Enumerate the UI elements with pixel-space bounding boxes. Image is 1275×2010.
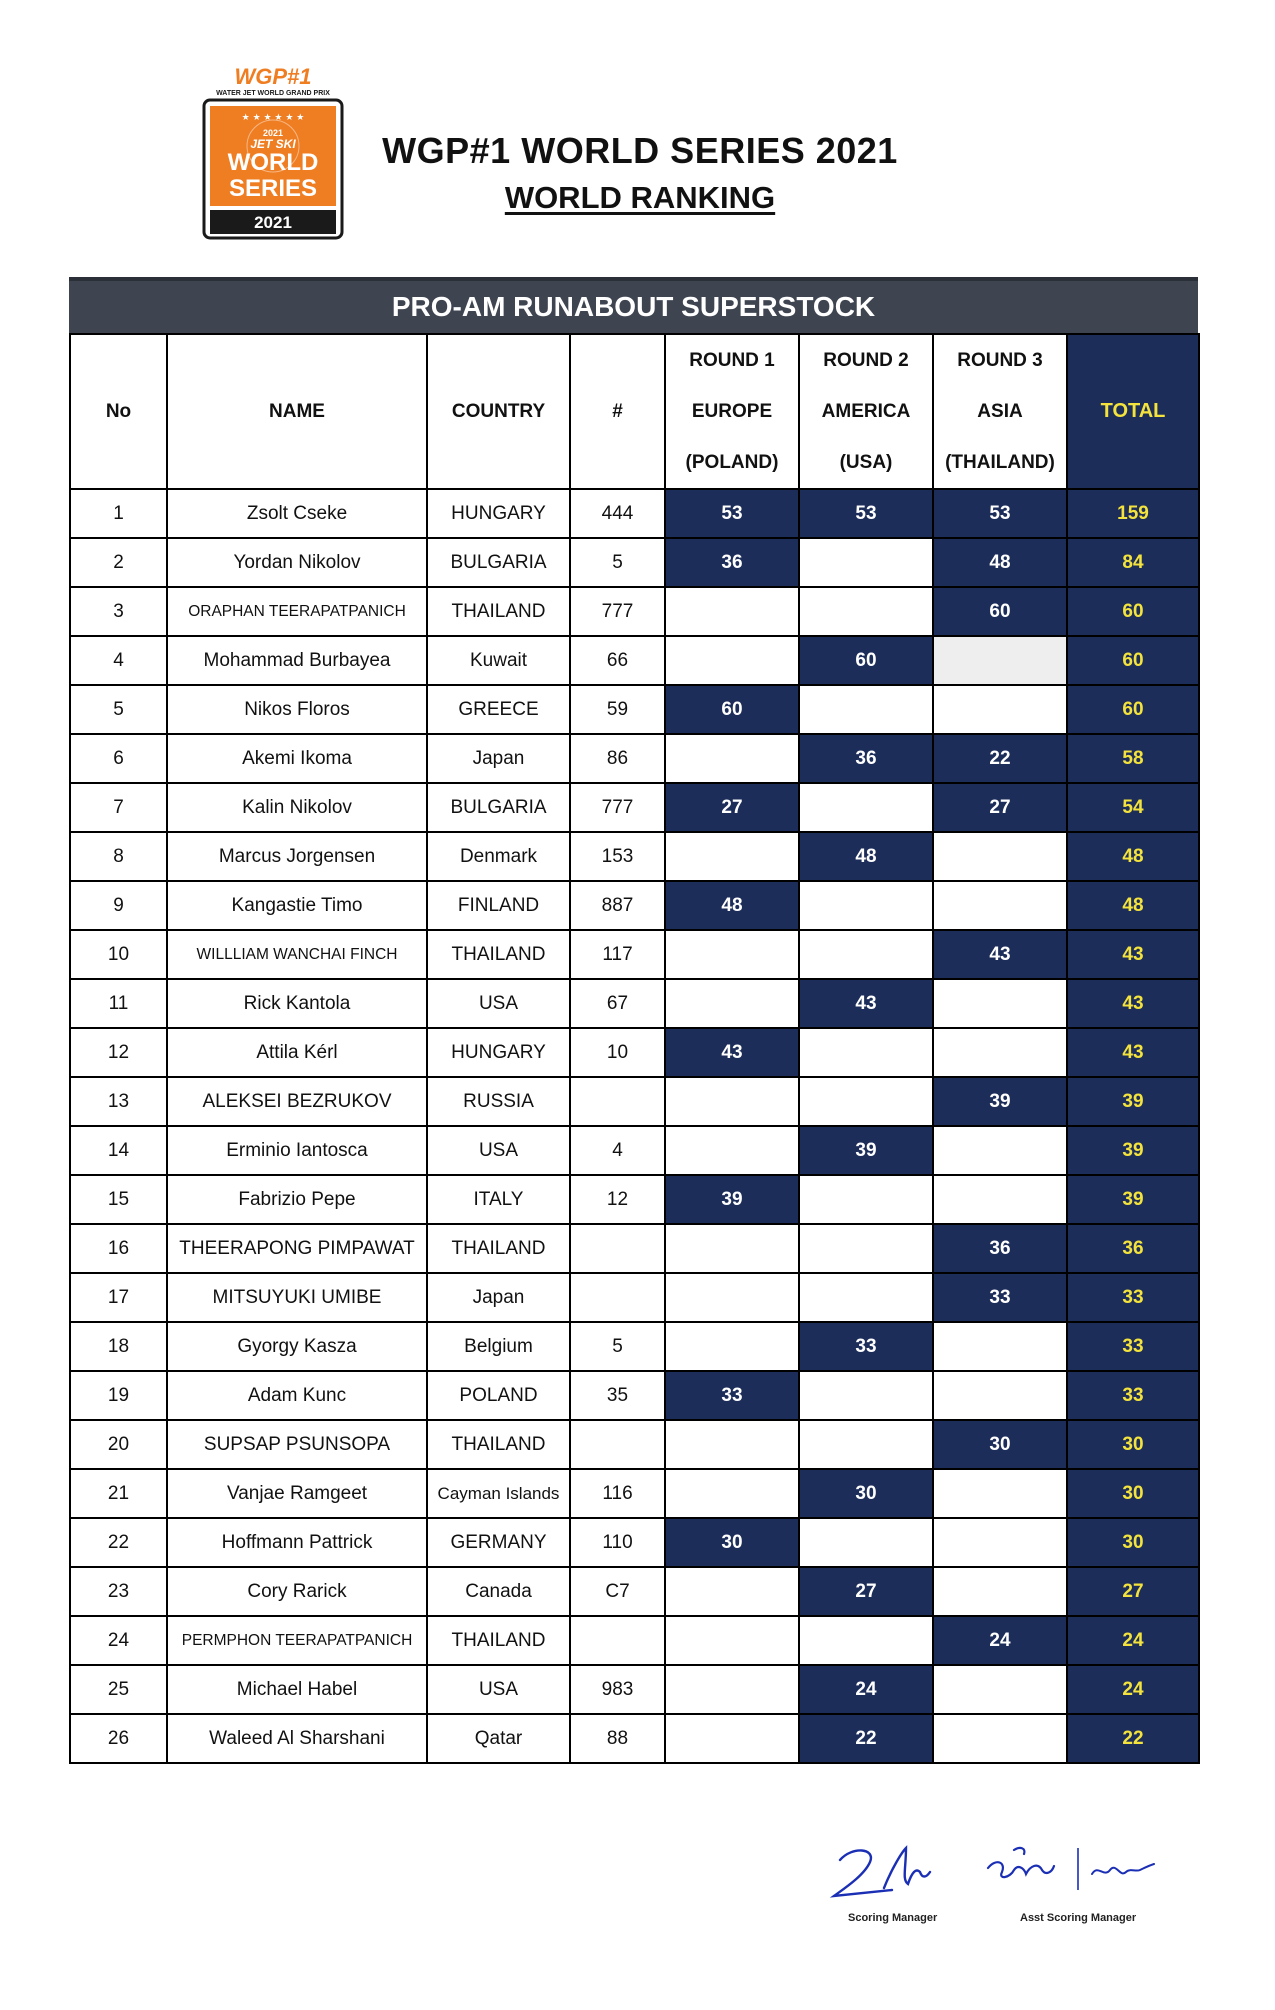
cell-number: 10 <box>570 1028 665 1077</box>
cell-number: 887 <box>570 881 665 930</box>
cell-country: Kuwait <box>427 636 570 685</box>
cell-no: 13 <box>70 1077 167 1126</box>
cell-round2 <box>799 1028 933 1077</box>
cell-name: Zsolt Cseke <box>167 489 427 538</box>
cell-no: 5 <box>70 685 167 734</box>
cell-round3: 27 <box>933 783 1067 832</box>
cell-round2: 60 <box>799 636 933 685</box>
cell-number: 777 <box>570 783 665 832</box>
round1-venue: (POLAND) <box>685 452 779 473</box>
cell-total: 54 <box>1067 783 1199 832</box>
cell-no: 25 <box>70 1665 167 1714</box>
ranking-grid <box>69 333 1200 1764</box>
svg-text:★ ★ ★ ★ ★ ★: ★ ★ ★ ★ ★ ★ <box>241 113 305 123</box>
cell-round1: 36 <box>665 538 799 587</box>
cell-round1 <box>665 1567 799 1616</box>
cell-round2 <box>799 881 933 930</box>
cell-round2 <box>799 1616 933 1665</box>
table-row <box>70 1518 1199 1567</box>
cell-round3 <box>933 1371 1067 1420</box>
cell-total: 27 <box>1067 1567 1199 1616</box>
col-header-country: COUNTRY <box>427 334 570 489</box>
cell-no: 20 <box>70 1420 167 1469</box>
cell-no: 26 <box>70 1714 167 1763</box>
cell-round1: 48 <box>665 881 799 930</box>
cell-total: 30 <box>1067 1469 1199 1518</box>
cell-number: 777 <box>570 587 665 636</box>
cell-round1: 27 <box>665 783 799 832</box>
logo-line1: 2021 <box>262 128 284 138</box>
cell-round3 <box>933 1665 1067 1714</box>
cell-country: USA <box>427 1126 570 1175</box>
col-header-name: NAME <box>167 334 427 489</box>
cell-name: PERMPHON TEERAPATPANICH <box>167 1616 427 1665</box>
cell-round3 <box>933 1175 1067 1224</box>
round3-venue: (THAILAND) <box>945 452 1055 473</box>
class-title: PRO-AM RUNABOUT SUPERSTOCK <box>69 277 1198 333</box>
cell-number: 444 <box>570 489 665 538</box>
cell-country: USA <box>427 1665 570 1714</box>
cell-no: 1 <box>70 489 167 538</box>
cell-no: 8 <box>70 832 167 881</box>
cell-round1: 53 <box>665 489 799 538</box>
cell-round1 <box>665 1126 799 1175</box>
cell-round1 <box>665 832 799 881</box>
round3-region: ASIA <box>977 401 1023 422</box>
cell-name: Kangastie Timo <box>167 881 427 930</box>
cell-round2: 27 <box>799 1567 933 1616</box>
cell-name: Erminio Iantosca <box>167 1126 427 1175</box>
cell-name: Mohammad Burbayea <box>167 636 427 685</box>
cell-country: GREECE <box>427 685 570 734</box>
cell-country: GERMANY <box>427 1518 570 1567</box>
cell-round2: 22 <box>799 1714 933 1763</box>
table-row <box>70 1028 1199 1077</box>
cell-total: 43 <box>1067 930 1199 979</box>
cell-number: 35 <box>570 1371 665 1420</box>
asst-scoring-manager-signature <box>980 1828 1180 1908</box>
table-row <box>70 1714 1199 1763</box>
logo-line2: JET SKI <box>250 137 296 151</box>
cell-total: 33 <box>1067 1371 1199 1420</box>
table-row <box>70 930 1199 979</box>
cell-total: 22 <box>1067 1714 1199 1763</box>
cell-round3 <box>933 636 1067 685</box>
page-subtitle: WORLD RANKING <box>504 180 776 215</box>
cell-no: 4 <box>70 636 167 685</box>
cell-round2 <box>799 1371 933 1420</box>
table-row <box>70 1567 1199 1616</box>
cell-no: 6 <box>70 734 167 783</box>
cell-round2: 36 <box>799 734 933 783</box>
logo-brand: WGP#1 <box>234 64 312 89</box>
cell-country: Japan <box>427 734 570 783</box>
cell-round3 <box>933 1126 1067 1175</box>
col-header-no: No <box>70 334 167 489</box>
scoring-manager-label: Scoring Manager <box>848 1912 938 1924</box>
cell-name: Fabrizio Pepe <box>167 1175 427 1224</box>
cell-number: 110 <box>570 1518 665 1567</box>
cell-country: ITALY <box>427 1175 570 1224</box>
cell-name: Cory Rarick <box>167 1567 427 1616</box>
cell-number: 88 <box>570 1714 665 1763</box>
cell-round2: 39 <box>799 1126 933 1175</box>
round3-title: ROUND 3 <box>957 350 1043 371</box>
cell-no: 23 <box>70 1567 167 1616</box>
cell-round3 <box>933 1567 1067 1616</box>
cell-round1: 43 <box>665 1028 799 1077</box>
cell-total: 60 <box>1067 685 1199 734</box>
logo-line3: WORLD <box>227 149 319 176</box>
cell-round2 <box>799 1420 933 1469</box>
cell-round1 <box>665 1420 799 1469</box>
cell-no: 11 <box>70 979 167 1028</box>
scoring-manager-signature <box>822 1828 952 1908</box>
cell-round1 <box>665 1322 799 1371</box>
cell-country: FINLAND <box>427 881 570 930</box>
table-row <box>70 1077 1199 1126</box>
cell-country: POLAND <box>427 1371 570 1420</box>
cell-round3 <box>933 1714 1067 1763</box>
cell-round3: 53 <box>933 489 1067 538</box>
cell-country: Cayman Islands <box>427 1469 570 1518</box>
cell-round3: 36 <box>933 1224 1067 1273</box>
cell-total: 30 <box>1067 1518 1199 1567</box>
cell-name: Akemi Ikoma <box>167 734 427 783</box>
cell-name: WILLLIAM WANCHAI FINCH <box>167 930 427 979</box>
cell-round2: 30 <box>799 1469 933 1518</box>
cell-total: 33 <box>1067 1322 1199 1371</box>
cell-round3: 39 <box>933 1077 1067 1126</box>
cell-number: C7 <box>570 1567 665 1616</box>
cell-round1 <box>665 636 799 685</box>
cell-number: 117 <box>570 930 665 979</box>
cell-no: 10 <box>70 930 167 979</box>
table-row <box>70 1126 1199 1175</box>
cell-country: USA <box>427 979 570 1028</box>
cell-round2: 53 <box>799 489 933 538</box>
cell-name: SUPSAP PSUNSOPA <box>167 1420 427 1469</box>
cell-total: 84 <box>1067 538 1199 587</box>
cell-number <box>570 1273 665 1322</box>
cell-round2 <box>799 1175 933 1224</box>
cell-round1 <box>665 979 799 1028</box>
cell-number: 153 <box>570 832 665 881</box>
cell-name: Marcus Jorgensen <box>167 832 427 881</box>
cell-number <box>570 1616 665 1665</box>
cell-name: ORAPHAN TEERAPATPANICH <box>167 587 427 636</box>
cell-total: 30 <box>1067 1420 1199 1469</box>
table-row <box>70 1420 1199 1469</box>
cell-name: ALEKSEI BEZRUKOV <box>167 1077 427 1126</box>
cell-round3 <box>933 1518 1067 1567</box>
cell-number: 12 <box>570 1175 665 1224</box>
table-row <box>70 783 1199 832</box>
cell-number: 67 <box>570 979 665 1028</box>
cell-country: HUNGARY <box>427 489 570 538</box>
cell-country: Denmark <box>427 832 570 881</box>
cell-round1: 60 <box>665 685 799 734</box>
table-row <box>70 1224 1199 1273</box>
cell-name: Adam Kunc <box>167 1371 427 1420</box>
cell-total: 39 <box>1067 1077 1199 1126</box>
cell-round1 <box>665 734 799 783</box>
logo-line4: SERIES <box>228 175 318 202</box>
table-row <box>70 1175 1199 1224</box>
cell-total: 58 <box>1067 734 1199 783</box>
col-header-round3 <box>933 334 1067 489</box>
cell-country: BULGARIA <box>427 538 570 587</box>
cell-country: THAILAND <box>427 1420 570 1469</box>
cell-round3 <box>933 881 1067 930</box>
cell-country: Canada <box>427 1567 570 1616</box>
cell-no: 3 <box>70 587 167 636</box>
cell-total: 36 <box>1067 1224 1199 1273</box>
ranking-table <box>69 277 1198 1764</box>
cell-number: 86 <box>570 734 665 783</box>
cell-country: THAILAND <box>427 1616 570 1665</box>
cell-no: 2 <box>70 538 167 587</box>
cell-country: RUSSIA <box>427 1077 570 1126</box>
cell-round3 <box>933 685 1067 734</box>
cell-round1: 39 <box>665 1175 799 1224</box>
cell-number <box>570 1420 665 1469</box>
cell-total: 43 <box>1067 1028 1199 1077</box>
cell-country: BULGARIA <box>427 783 570 832</box>
cell-total: 39 <box>1067 1126 1199 1175</box>
cell-country: THAILAND <box>427 1224 570 1273</box>
cell-round1: 33 <box>665 1371 799 1420</box>
cell-no: 19 <box>70 1371 167 1420</box>
cell-name: Rick Kantola <box>167 979 427 1028</box>
cell-round3 <box>933 1028 1067 1077</box>
cell-round3: 30 <box>933 1420 1067 1469</box>
cell-round3: 60 <box>933 587 1067 636</box>
table-row <box>70 1371 1199 1420</box>
cell-total: 60 <box>1067 587 1199 636</box>
cell-country: THAILAND <box>427 587 570 636</box>
cell-round2: 43 <box>799 979 933 1028</box>
cell-name: THEERAPONG PIMPAWAT <box>167 1224 427 1273</box>
cell-country: THAILAND <box>427 930 570 979</box>
table-row <box>70 832 1199 881</box>
cell-no: 9 <box>70 881 167 930</box>
cell-name: Vanjae Ramgeet <box>167 1469 427 1518</box>
col-header-number: # <box>570 334 665 489</box>
cell-round2: 24 <box>799 1665 933 1714</box>
cell-no: 24 <box>70 1616 167 1665</box>
cell-name: Attila Kérl <box>167 1028 427 1077</box>
cell-number: 5 <box>570 538 665 587</box>
asst-scoring-manager-label: Asst Scoring Manager <box>1020 1912 1137 1924</box>
cell-total: 48 <box>1067 832 1199 881</box>
cell-round3 <box>933 832 1067 881</box>
cell-country: Belgium <box>427 1322 570 1371</box>
cell-round2 <box>799 538 933 587</box>
cell-name: Yordan Nikolov <box>167 538 427 587</box>
col-header-round1 <box>665 334 799 489</box>
cell-no: 17 <box>70 1273 167 1322</box>
cell-round3: 33 <box>933 1273 1067 1322</box>
cell-round1: 30 <box>665 1518 799 1567</box>
cell-country: Japan <box>427 1273 570 1322</box>
cell-number <box>570 1077 665 1126</box>
cell-round3: 43 <box>933 930 1067 979</box>
cell-no: 7 <box>70 783 167 832</box>
cell-total: 24 <box>1067 1665 1199 1714</box>
round1-title: ROUND 1 <box>689 350 775 371</box>
cell-round2: 48 <box>799 832 933 881</box>
table-row <box>70 881 1199 930</box>
wgp-world-series-logo <box>200 64 346 242</box>
cell-name: MITSUYUKI UMIBE <box>167 1273 427 1322</box>
cell-name: Waleed Al Sharshani <box>167 1714 427 1763</box>
cell-no: 14 <box>70 1126 167 1175</box>
col-header-round2 <box>799 334 933 489</box>
cell-name: Gyorgy Kasza <box>167 1322 427 1371</box>
round1-region: EUROPE <box>691 401 773 422</box>
table-row <box>70 489 1199 538</box>
ranking-rows <box>70 489 1199 1763</box>
cell-number: 5 <box>570 1322 665 1371</box>
table-row <box>70 1273 1199 1322</box>
cell-round1 <box>665 1077 799 1126</box>
cell-total: 39 <box>1067 1175 1199 1224</box>
round2-venue: (USA) <box>839 452 893 473</box>
cell-round2 <box>799 1077 933 1126</box>
cell-no: 18 <box>70 1322 167 1371</box>
round2-region: AMERICA <box>821 401 911 422</box>
cell-total: 60 <box>1067 636 1199 685</box>
cell-name: Kalin Nikolov <box>167 783 427 832</box>
table-row <box>70 979 1199 1028</box>
table-row <box>70 1322 1199 1371</box>
cell-total: 43 <box>1067 979 1199 1028</box>
cell-no: 21 <box>70 1469 167 1518</box>
cell-round3: 24 <box>933 1616 1067 1665</box>
cell-total: 24 <box>1067 1616 1199 1665</box>
table-row <box>70 587 1199 636</box>
cell-round3 <box>933 979 1067 1028</box>
cell-round2 <box>799 1224 933 1273</box>
cell-total: 48 <box>1067 881 1199 930</box>
cell-round1 <box>665 1469 799 1518</box>
cell-no: 16 <box>70 1224 167 1273</box>
cell-round3: 48 <box>933 538 1067 587</box>
table-row <box>70 636 1199 685</box>
cell-number: 4 <box>570 1126 665 1175</box>
cell-no: 12 <box>70 1028 167 1077</box>
col-header-total: TOTAL <box>1067 334 1199 489</box>
cell-round1 <box>665 587 799 636</box>
cell-total: 33 <box>1067 1273 1199 1322</box>
cell-round3 <box>933 1322 1067 1371</box>
table-row <box>70 1665 1199 1714</box>
table-row <box>70 734 1199 783</box>
cell-round2 <box>799 1273 933 1322</box>
cell-country: Qatar <box>427 1714 570 1763</box>
cell-no: 22 <box>70 1518 167 1567</box>
cell-round2 <box>799 783 933 832</box>
table-row <box>70 685 1199 734</box>
cell-country: HUNGARY <box>427 1028 570 1077</box>
logo-tagline: WATER JET WORLD GRAND PRIX <box>216 90 330 97</box>
cell-number: 116 <box>570 1469 665 1518</box>
cell-round3 <box>933 1469 1067 1518</box>
cell-round1 <box>665 1616 799 1665</box>
table-row <box>70 538 1199 587</box>
cell-round2 <box>799 685 933 734</box>
table-row <box>70 1616 1199 1665</box>
cell-round1 <box>665 1714 799 1763</box>
cell-no: 15 <box>70 1175 167 1224</box>
cell-round2 <box>799 930 933 979</box>
table-row <box>70 1469 1199 1518</box>
logo-year: 2021 <box>254 213 292 232</box>
cell-name: Nikos Floros <box>167 685 427 734</box>
cell-round2 <box>799 587 933 636</box>
cell-number: 66 <box>570 636 665 685</box>
cell-number <box>570 1224 665 1273</box>
page-title: WGP#1 WORLD SERIES 2021 <box>382 130 898 171</box>
cell-total: 159 <box>1067 489 1199 538</box>
round2-title: ROUND 2 <box>823 350 909 371</box>
cell-round3: 22 <box>933 734 1067 783</box>
cell-number: 983 <box>570 1665 665 1714</box>
cell-name: Hoffmann Pattrick <box>167 1518 427 1567</box>
cell-round2 <box>799 1518 933 1567</box>
cell-round1 <box>665 1665 799 1714</box>
cell-name: Michael Habel <box>167 1665 427 1714</box>
cell-round1 <box>665 1273 799 1322</box>
cell-number: 59 <box>570 685 665 734</box>
cell-round2: 33 <box>799 1322 933 1371</box>
cell-round1 <box>665 930 799 979</box>
cell-round1 <box>665 1224 799 1273</box>
